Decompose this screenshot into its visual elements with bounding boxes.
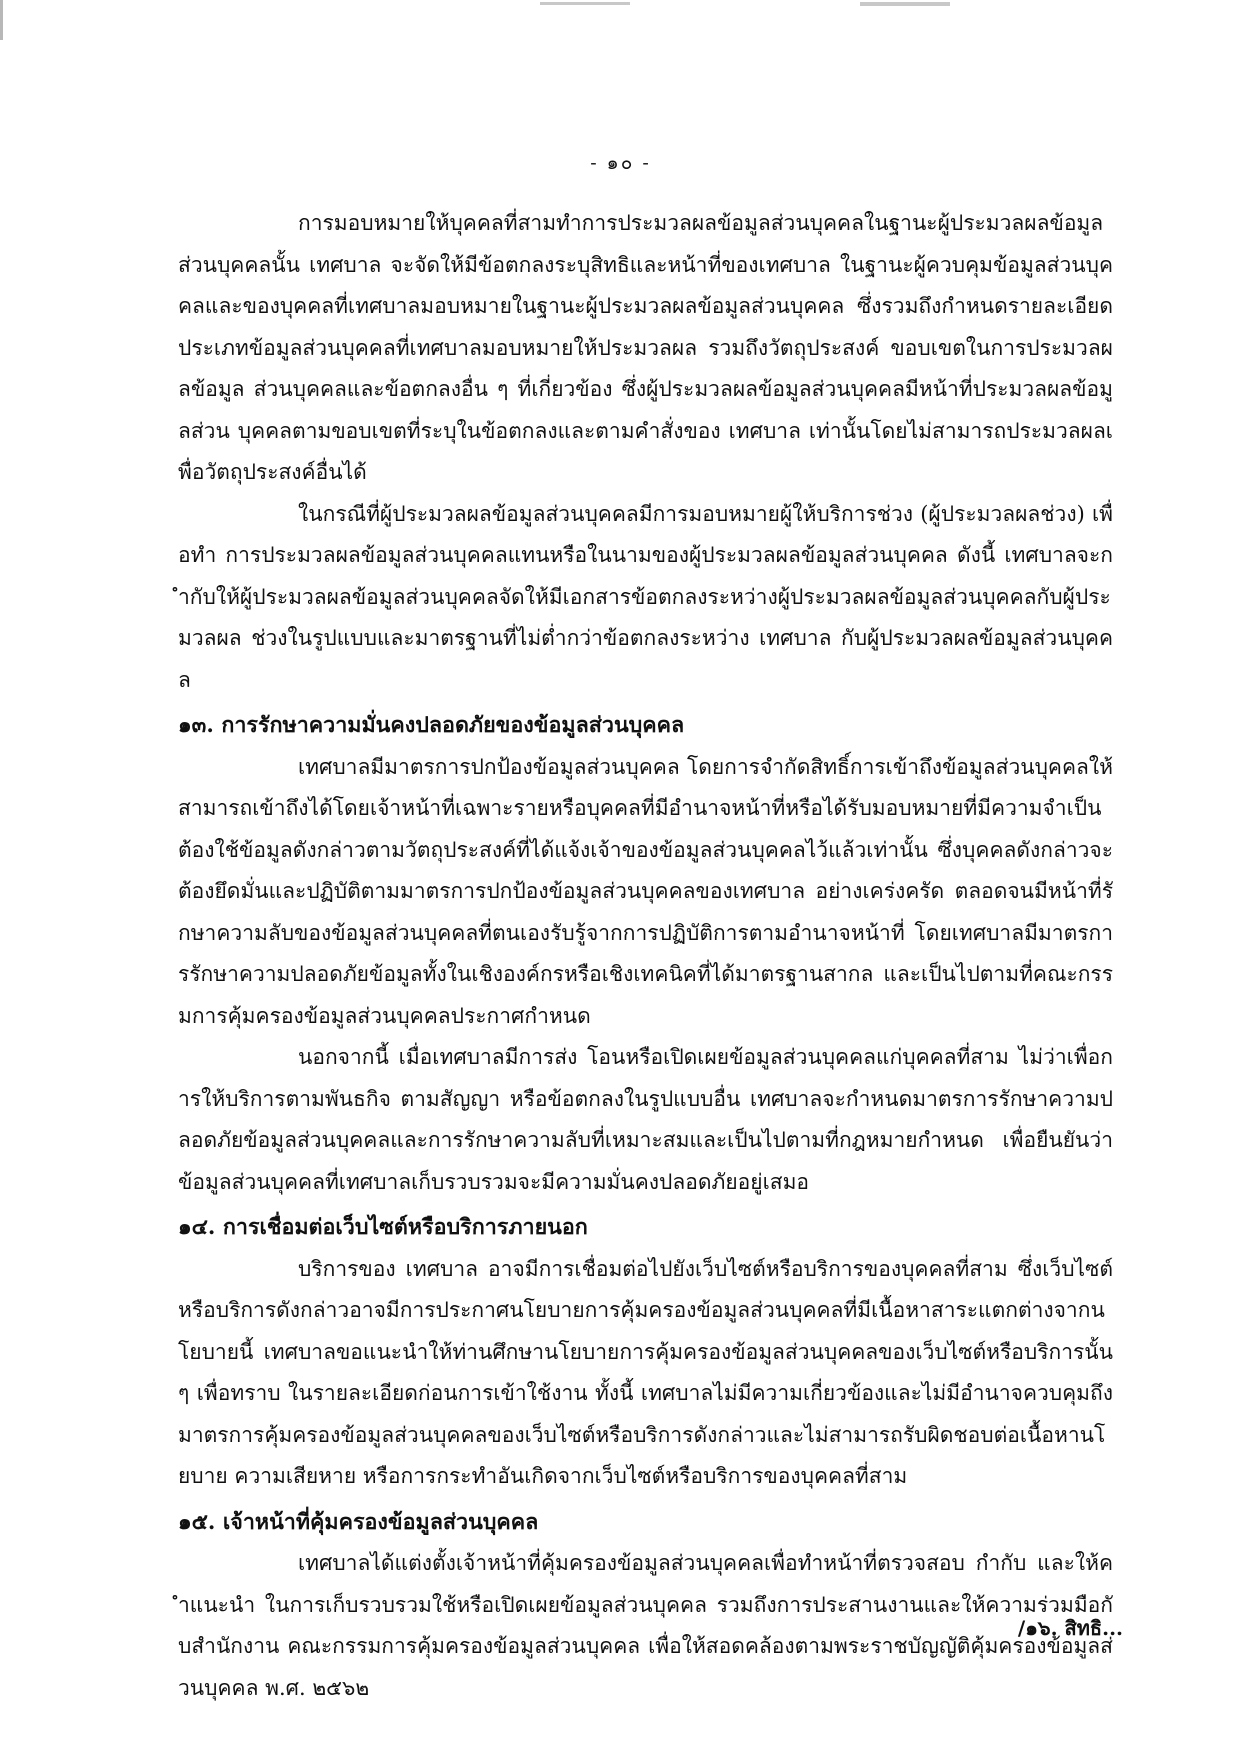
paragraph: บริการของ เทศบาล อาจมีการเชื่อมต่อไปยังเว็บไซต์หรือบริการของบุคคลที่สาม ซึ่งเว็บไซต์หรือบริการดังกล่าวอาจมีการประกาศนโยบายการคุ้มครองข้อมูลส่วนบุคคลที่มีเนื้อหาสาระแตกต่างจากนโยบายนี้ เทศบาลขอแนะนำให้ท่านศึกษานโยบายการคุ้มครองข้อมูลส่วนบุคคลของเว็บไซต์หรือบริการนั้น ๆ เพื่อทราบ ในรายละเอียดก่อนการเข้าใช้งาน ทั้งนี้ เทศบาลไม่มีความเกี่ยวข้องและไม่มีอำนาจควบคุมถึงมาตรการคุ้มครองข้อมูลส่วนบุคคลของเว็บไซต์หรือบริการดังกล่าวและไม่สามารถรับผิดชอบต่อเนื้อหานโยบาย ความเสียหาย หรือการกระทำอันเกิดจากเว็บไซต์หรือบริการของบุคคลที่สาม [178, 1256, 1113, 1488]
paragraph: ในกรณีที่ผู้ประมวลผลข้อมูลส่วนบุคคลมีการมอบหมายผู้ให้บริการช่วง (ผู้ประมวลผลช่วง) เพื่อทำ การประมวลผลข้อมูลส่วนบุคคลแทนหรือในนามของผู้ประมวลผลข้อมูลส่วนบุคคล ดังนี้ เทศบาลจะกำกับให้ผู้ประมวลผลข้อมูลส่วนบุคคลจัดให้มีเอกสารข้อตกลงระหว่างผู้ประมวลผลข้อมูลส่วนบุคคลกับผู้ประมวลผล ช่วงในรูปแบบและมาตรฐานที่ไม่ต่ำกว่าข้อตกลงระหว่าง เทศบาล กับผู้ประมวลผลข้อมูลส่วนบุคคล [178, 501, 1113, 692]
document-body [178, 203, 1113, 1709]
scan-artifact [860, 2, 950, 6]
scan-artifact [540, 2, 630, 5]
section-heading: ๑๔. การเชื่อมต่อเว็บไซต์หรือบริการภายนอก [178, 1215, 588, 1240]
continuation-marker: /๑๖. สิทธิ... [1017, 1616, 1123, 1640]
paragraph: การมอบหมายให้บุคคลที่สามทำการประมวลผลข้อมูลส่วนบุคคลในฐานะผู้ประมวลผลข้อมูลส่วนบุคคลนั้น เทศบาล จะจัดให้มีข้อตกลงระบุสิทธิและหน้าที่ของเทศบาล ในฐานะผู้ควบคุมข้อมูลส่วนบุคคลและของบุคคลที่เทศบาลมอบหมายในฐานะผู้ประมวลผลข้อมูลส่วนบุคคล ซึ่งรวมถึงกำหนดรายละเอียดประเภทข้อมูลส่วนบุคคลที่เทศบาลมอบหมายให้ประมวลผล รวมถึงวัตถุประสงค์ ขอบเขตในการประมวลผลข้อมูล ส่วนบุคคลและข้อตกลงอื่น ๆ ที่เกี่ยวข้อง ซึ่งผู้ประมวลผลข้อมูลส่วนบุคคลมีหน้าที่ประมวลผลข้อมูลส่วน บุคคลตามขอบเขตที่ระบุในข้อตกลงและตามคำสั่งของ เทศบาล เท่านั้นโดยไม่สามารถประมวลผลเพื่อวัตถุประสงค์อื่นได้ [178, 211, 1113, 484]
section-heading: ๑๓. การรักษาความมั่นคงปลอดภัยของข้อมูลส่วนบุคคล [178, 713, 685, 738]
scan-edge [0, 0, 3, 40]
paragraph: นอกจากนี้ เมื่อเทศบาลมีการส่ง โอนหรือเปิดเผยข้อมูลส่วนบุคคลแก่บุคคลที่สาม ไม่ว่าเพื่อการให้บริการตามพันธกิจ ตามสัญญา หรือข้อตกลงในรูปแบบอื่น เทศบาลจะกำหนดมาตรการรักษาความปลอดภัยข้อมูลส่วนบุคคลและการรักษาความลับที่เหมาะสมและเป็นไปตามที่กฎหมายกำหนด เพื่อยืนยันว่าข้อมูลส่วนบุคคลที่เทศบาลเก็บรวบรวมจะมีความมั่นคงปลอดภัยอยู่เสมอ [178, 1045, 1113, 1194]
section-heading: ๑๕. เจ้าหน้าที่คุ้มครองข้อมูลส่วนบุคคล [178, 1509, 539, 1535]
page-number: - ๑๐ - [590, 152, 651, 174]
paragraph: เทศบาลมีมาตรการปกป้องข้อมูลส่วนบุคคล โดยการจำกัดสิทธิ์การเข้าถึงข้อมูลส่วนบุคคลให้สามารถเข้าถึงได้โดยเจ้าหน้าที่เฉพาะรายหรือบุคคลที่มีอำนาจหน้าที่หรือได้รับมอบหมายที่มีความจำเป็นต้องใช้ข้อมูลดังกล่าวตามวัตถุประสงค์ที่ได้แจ้งเจ้าของข้อมูลส่วนบุคคลไว้แล้วเท่านั้น ซึ่งบุคคลดังกล่าวจะต้องยึดมั่นและปฏิบัติตามมาตรการปกป้องข้อมูลส่วนบุคคลของเทศบาล อย่างเคร่งครัด ตลอดจนมีหน้าที่รักษาความลับของข้อมูลส่วนบุคคลที่ตนเองรับรู้จากการปฏิบัติการตามอำนาจหน้าที่ โดยเทศบาลมีมาตรการรักษาความปลอดภัยข้อมูลทั้งในเชิงองค์กรหรือเชิงเทคนิคที่ได้มาตรฐานสากล และเป็นไปตามที่คณะกรรมการคุ้มครองข้อมูลส่วนบุคคลประกาศกำหนด [178, 754, 1113, 1028]
paragraph: เทศบาลได้แต่งตั้งเจ้าหน้าที่คุ้มครองข้อมูลส่วนบุคคลเพื่อทำหน้าที่ตรวจสอบ กำกับ และให้คำแนะนำ ในการเก็บรวบรวมใช้หรือเปิดเผยข้อมูลส่วนบุคคล รวมถึงการประสานงานและให้ความร่วมมือกับสำนักงาน คณะกรรมการคุ้มครองข้อมูลส่วนบุคคล เพื่อให้สอดคล้องตามพระราชบัญญัติคุ้มครองข้อมูลส่วนบุคคล พ.ศ. ๒๕๖๒ [178, 1551, 1113, 1700]
